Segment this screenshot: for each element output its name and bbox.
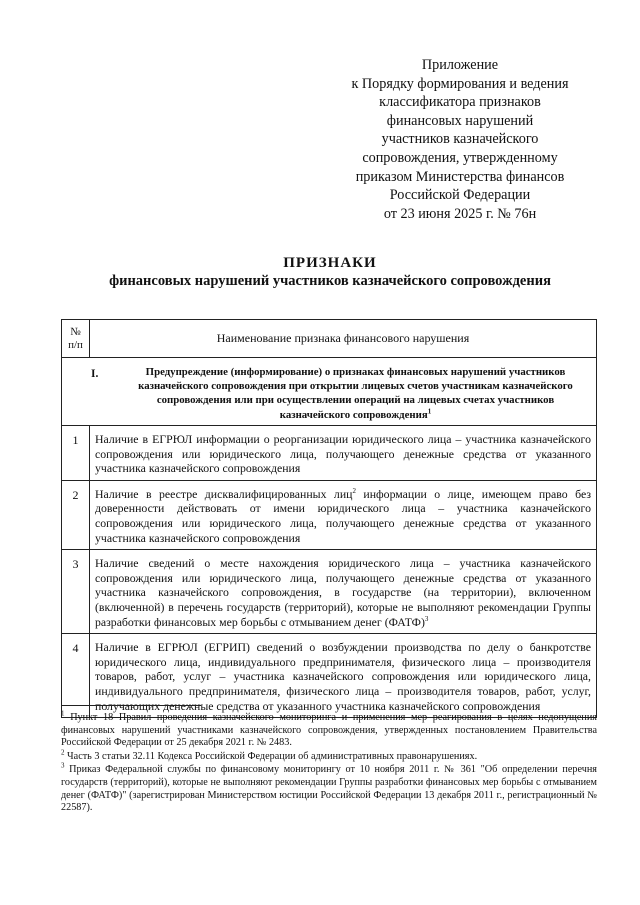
footnote-text: Часть 3 статьи 32.11 Кодекса Российской Федерации об административных правонарушениях.	[64, 750, 478, 762]
header-number-abbr: п/п	[68, 338, 83, 351]
row-text-part: Наличие в реестре дисквалифицированных лиц	[95, 486, 353, 501]
appendix-line: классификатора признаков	[379, 94, 541, 111]
header-number-symbol: №	[70, 325, 81, 338]
header-number-cell	[62, 320, 90, 358]
row-number: 1	[62, 426, 90, 481]
appendix-note	[340, 56, 580, 223]
appendix-line: Российской Федерации	[389, 187, 531, 204]
appendix-line: участников казначейского	[381, 131, 539, 148]
appendix-line: сопровождения, утвержденному	[362, 149, 558, 166]
row-text: Наличие в ЕГРЮЛ (ЕГРИП) сведений о возбуждении производства по делу о банкротстве юридического лица, индивидуального предпринимателя, физического лица – производителя товаров, работ, услуг – участника казначейского сопровождения или юридического лица, индивидуального предпринимателя, физического лица – производителя товаров, работ, услуг, получающих денежные средства от указанного участника казначейского сопровождения	[90, 634, 597, 718]
row-number: 3	[62, 550, 90, 634]
footnote	[61, 761, 597, 814]
section-number: I.	[91, 368, 99, 380]
row-text-part: информации о лице, имеющем право без доверенности действовать от имени юридического лица – участника казначейского сопровождения или юридического лица, получающего денежные средства от указанного участника казначейского сопровождения	[95, 486, 591, 545]
document-title: ПРИЗНАКИ	[283, 255, 377, 271]
appendix-line: финансовых нарушений	[386, 112, 534, 129]
footnote-separator	[61, 705, 201, 706]
row-text	[90, 550, 597, 634]
footnote	[61, 709, 597, 750]
appendix-line: к Порядку формирования и ведения	[351, 75, 569, 92]
footnote-text: Пункт 18 Правил проведения казначейского мониторинга и применения мер реагирования в целях недопущения финансовых нарушений участниками казначейского сопровождения, утвержденных постановлением Правительства Российской Федерации от 25 декабря 2021 г. № 2483.	[61, 712, 597, 749]
row-text: Наличие в ЕГРЮЛ информации о реорганизации юридического лица – участника казначейского сопровождения или юридического лица, получающего денежные средства от указанного участника казначейского сопровождения	[90, 426, 597, 481]
table-row	[62, 550, 597, 634]
appendix-line: Приложение	[421, 57, 499, 73]
footnote-marker: 3	[61, 761, 65, 770]
table-header-row	[62, 320, 597, 358]
footnote-ref: 3	[424, 614, 429, 623]
appendix-line: от 23 июня 2025 г. № 76н	[383, 205, 537, 222]
footnote-ref: 2	[352, 486, 356, 495]
header-name-cell: Наименование признака финансового нарушения	[90, 320, 597, 358]
footnote-text: Приказ Федеральной службы по финансовому мониторингу от 10 ноября 2011 г. № 361 "Об определении перечня государств (территорий), которые не выполняют рекомендации Группы разработки финансовых мер борьбы с отмыванием денег (ФАТФ)" (зарегистрирован Министерством юстиции Российской Федерации 13 декабря 2011 г., регистрационный № 22587).	[61, 764, 597, 814]
table-row	[62, 426, 597, 481]
footnote-ref: 1	[427, 407, 432, 416]
footnote	[61, 748, 597, 764]
section-heading-text: Предупреждение (информирование) о признаках финансовых нарушений участников казначейского сопровождения при открытии лицевых счетов участникам казначейского сопровождения или при осуществлении операций на лицевых счетах участников казначейского сопровождения	[138, 366, 573, 421]
appendix-line: приказом Министерства финансов	[355, 168, 565, 185]
row-number: 4	[62, 634, 90, 718]
footnote-marker: 1	[61, 709, 65, 718]
row-text-part: Наличие сведений о месте нахождения юридического лица – участника казначейского сопровождения или юридического лица, получающего денежные средства от указанного участника казначейского сопровождения, в государстве (на территории), включенном (включенной) в перечень государств (территорий), которые не выполняют рекомендации Группы разработки финансовых мер борьбы с отмыванием денег (ФАТФ)	[95, 556, 591, 629]
signs-table	[61, 319, 597, 718]
footnotes	[61, 709, 597, 816]
document-subtitle: финансовых нарушений участников казначейского сопровождения	[109, 273, 551, 289]
section-heading	[128, 365, 583, 422]
footnote-marker: 2	[61, 748, 65, 757]
section-row	[62, 358, 597, 426]
table-row	[62, 480, 597, 549]
row-text	[90, 480, 597, 549]
row-number: 2	[62, 480, 90, 549]
